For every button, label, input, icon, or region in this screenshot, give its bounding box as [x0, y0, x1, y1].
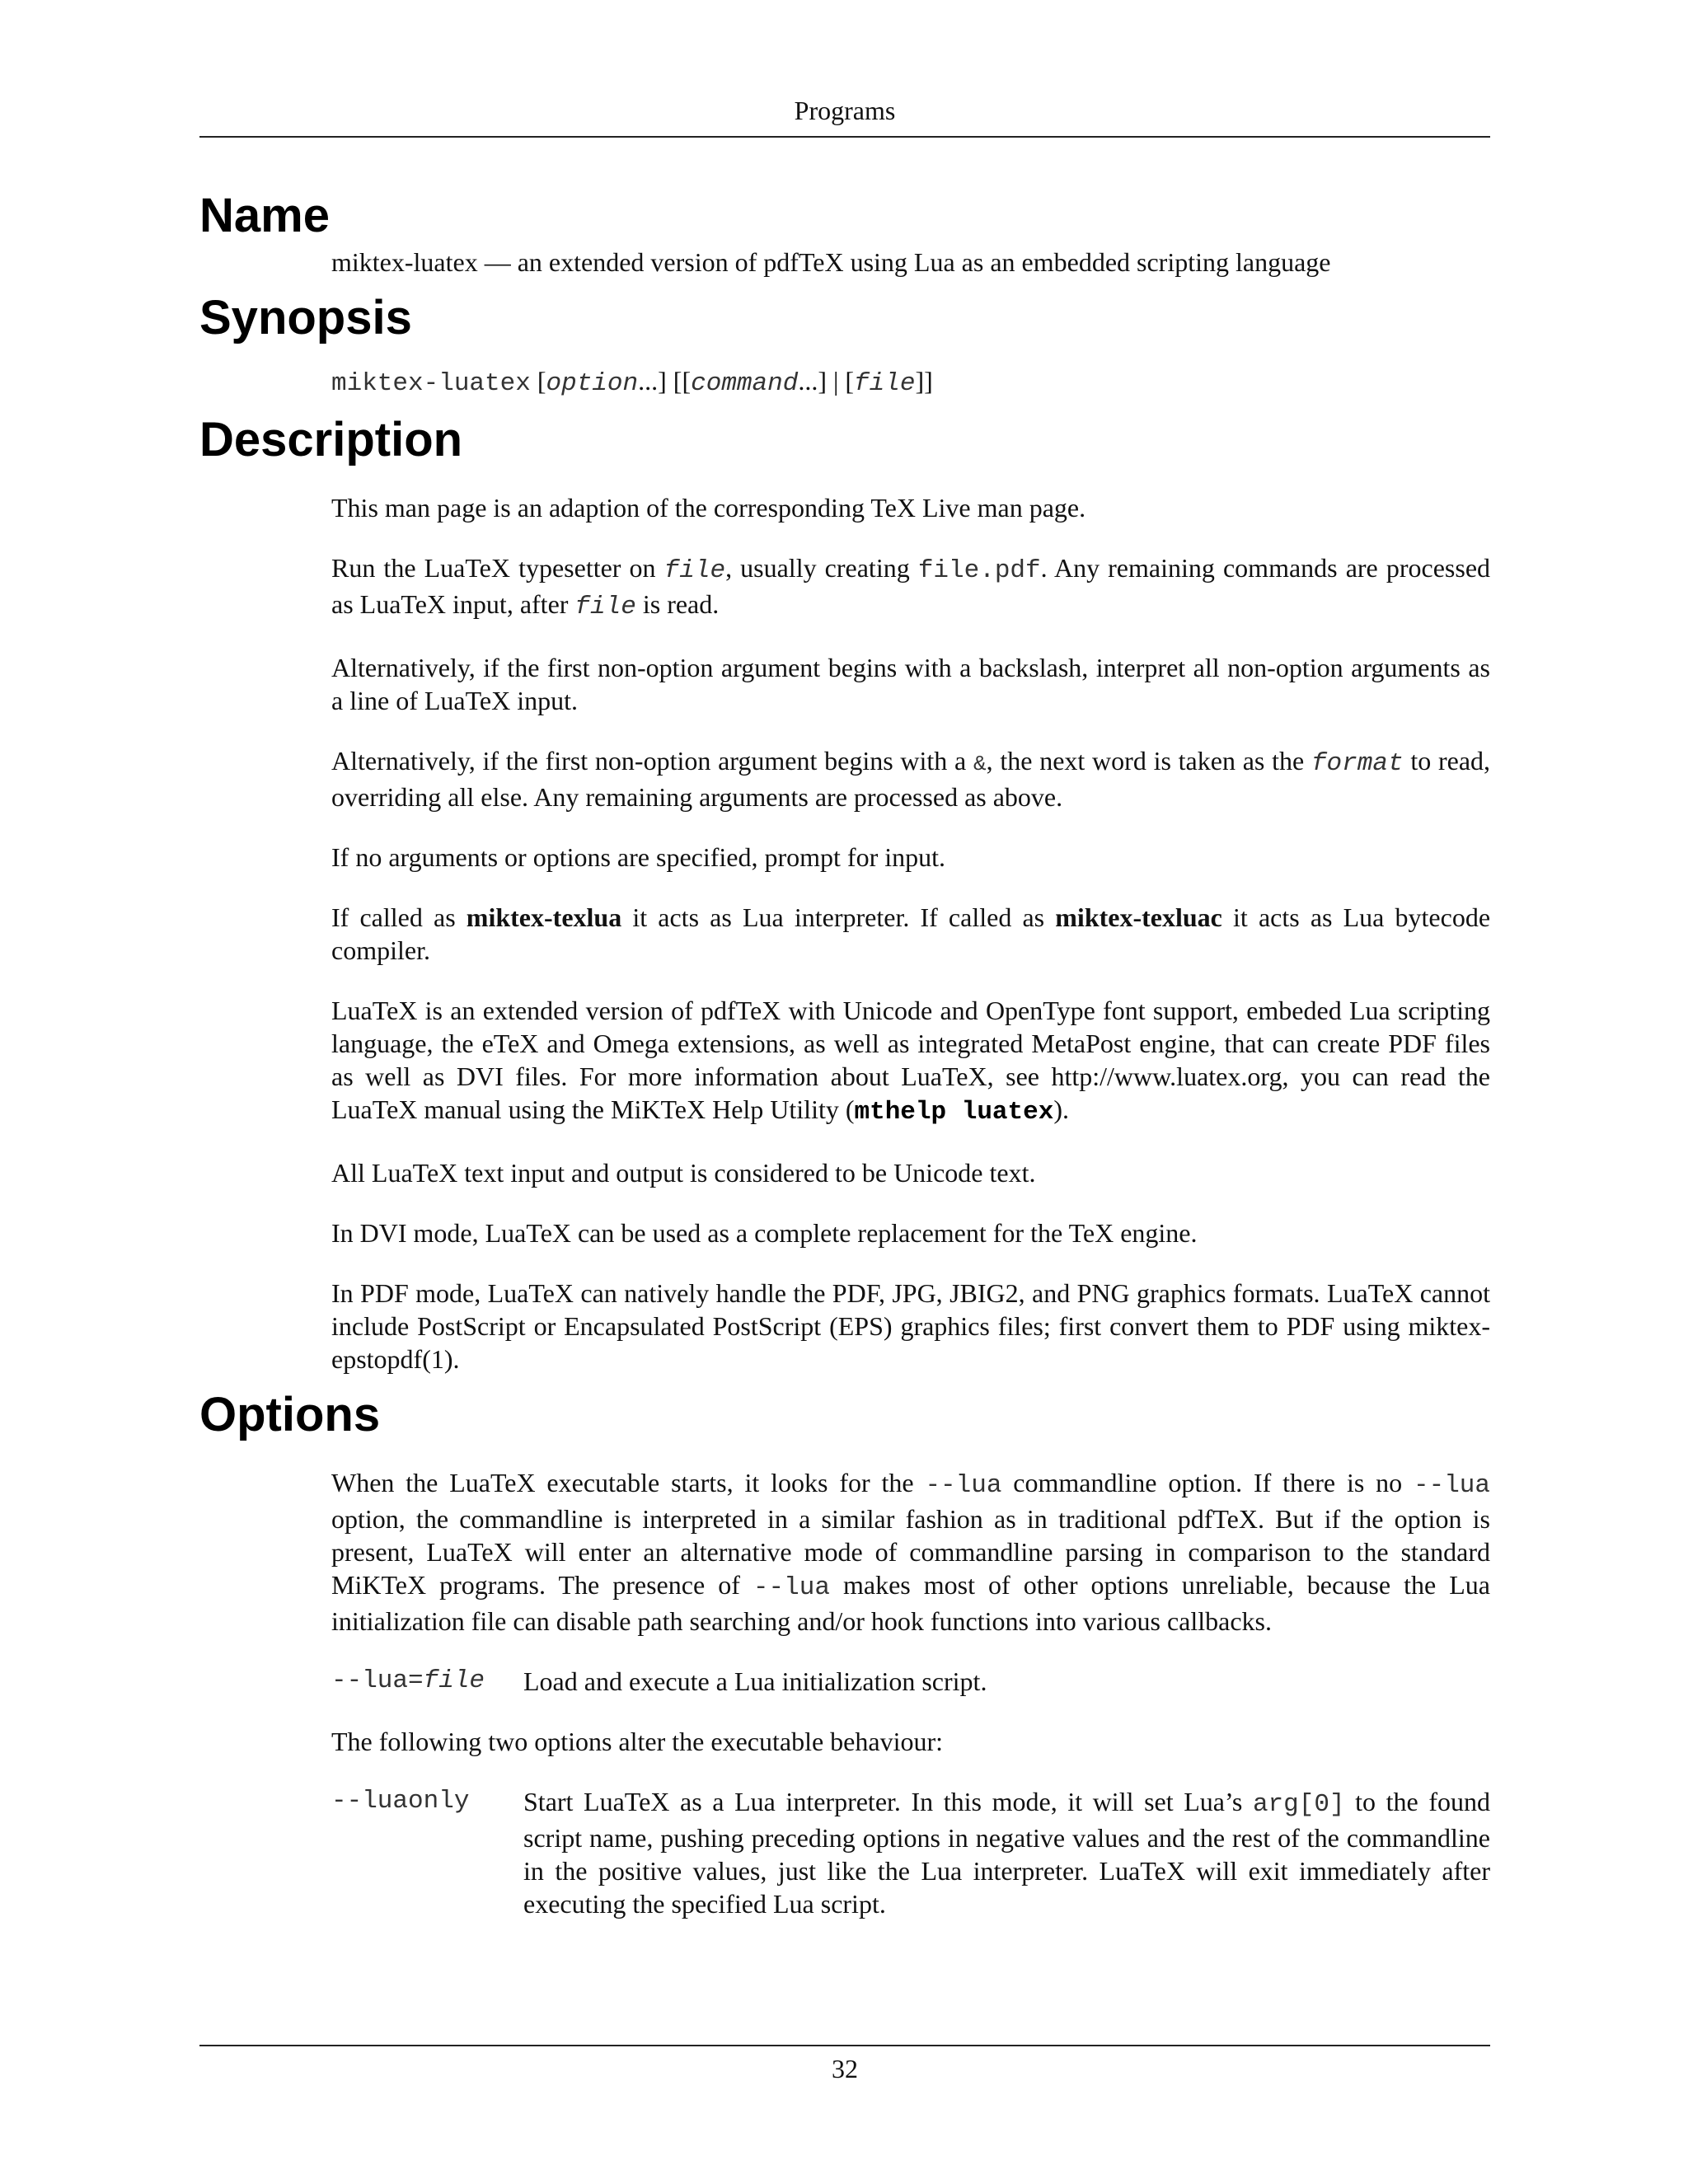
page-content: [199, 190, 1490, 1920]
options-paragraph: The following two options alter the executable behaviour:: [331, 1727, 943, 1756]
options-heading: Options: [199, 1388, 381, 1441]
option-lua-entry: [331, 1665, 1490, 1698]
page-number: 32: [832, 2054, 858, 2083]
footer-rule: [199, 2045, 1490, 2046]
synopsis-line: miktex-luatex [option...] [[command...] | [file]]: [331, 366, 933, 398]
description-paragraph: All LuaTeX text input and output is considered to be Unicode text.: [331, 1158, 1036, 1188]
option-luaonly-entry: [331, 1785, 1490, 1920]
description-paragraph: In DVI mode, LuaTeX can be used as a complete replacement for the TeX engine.: [331, 1218, 1198, 1248]
description-paragraph: LuaTeX is an extended version of pdfTeX with Unicode and OpenType font support, embeded Lua scripting language, the eTeX and Omega extensions, as well as integrated MetaPost engine, that can create PDF files as well as DVI files. For more information about LuaTeX, see http://www.luatex.org, you can read the LuaTeX manual using the MiKTeX Help Utility (mthelp luatex).: [331, 996, 1490, 1127]
description-paragraph: If called as miktex-texlua it acts as Lua interpreter. If called as miktex-texluac it acts as Lua bytecode compiler.: [331, 902, 1491, 965]
option-definition: Load and execute a Lua initialization script.: [523, 1666, 987, 1696]
option-definition: Start LuaTeX as a Lua interpreter. In this mode, it will set Lua’s arg[0] to the found script name, pushing preceding options in negative values and the rest of the commandline in the positive values, just like the Lua interpreter. LuaTeX will exit immediately after executing the specified Lua script.: [523, 1787, 1491, 1919]
description-paragraph: Alternatively, if the first non-option argument begins with a backslash, interpret all non-option arguments as a line of LuaTeX input.: [331, 653, 1490, 715]
synopsis-heading: Synopsis: [199, 291, 412, 344]
synopsis-command-arg: command: [691, 369, 799, 398]
description-heading: Description: [199, 413, 463, 466]
synopsis-command: miktex-luatex: [331, 369, 531, 398]
options-paragraph: When the LuaTeX executable starts, it looks for the --lua commandline option. If there is no --lua option, the commandline is interpreted in a similar fashion as in traditional pdfTeX. But if the option is present, LuaTeX will enter an alternative mode of commandline parsing in comparison to the standard MiKTeX programs. The presence of --lua makes most of other options unreliable, because the Lua initialization file can disable path searching and/or hook functions into various callbacks.: [331, 1468, 1491, 1636]
running-header: Programs: [794, 96, 896, 125]
description-paragraph: In PDF mode, LuaTeX can natively handle the PDF, JPG, JBIG2, and PNG graphics formats. LuaTeX cannot include PostScript or Encapsulated PostScript (EPS) graphics files; first convert them to PDF using miktex-epstopdf(1).: [331, 1278, 1490, 1374]
option-term: --luaonly: [331, 1787, 470, 1816]
description-paragraph: Alternatively, if the first non-option argument begins with a &, the next word is taken as the format to read, overriding all else. Any remaining arguments are processed as above.: [331, 746, 1491, 812]
synopsis-file-arg: file: [854, 369, 916, 398]
description-paragraph: If no arguments or options are specified, prompt for input.: [331, 842, 946, 872]
description-paragraph: This man page is an adaption of the corresponding TeX Live man page.: [331, 493, 1086, 523]
name-text: miktex-luatex — an extended version of pdfTeX using Lua as an embedded scripting language: [331, 247, 1331, 277]
synopsis-option-arg: option: [546, 369, 639, 398]
option-term: --lua=file: [331, 1666, 485, 1695]
header-rule: [199, 136, 1490, 138]
name-heading: Name: [199, 189, 330, 242]
description-paragraph: Run the LuaTeX typesetter on file, usually creating file.pdf. Any remaining commands are processed as LuaTeX input, after file is read.: [331, 553, 1491, 621]
